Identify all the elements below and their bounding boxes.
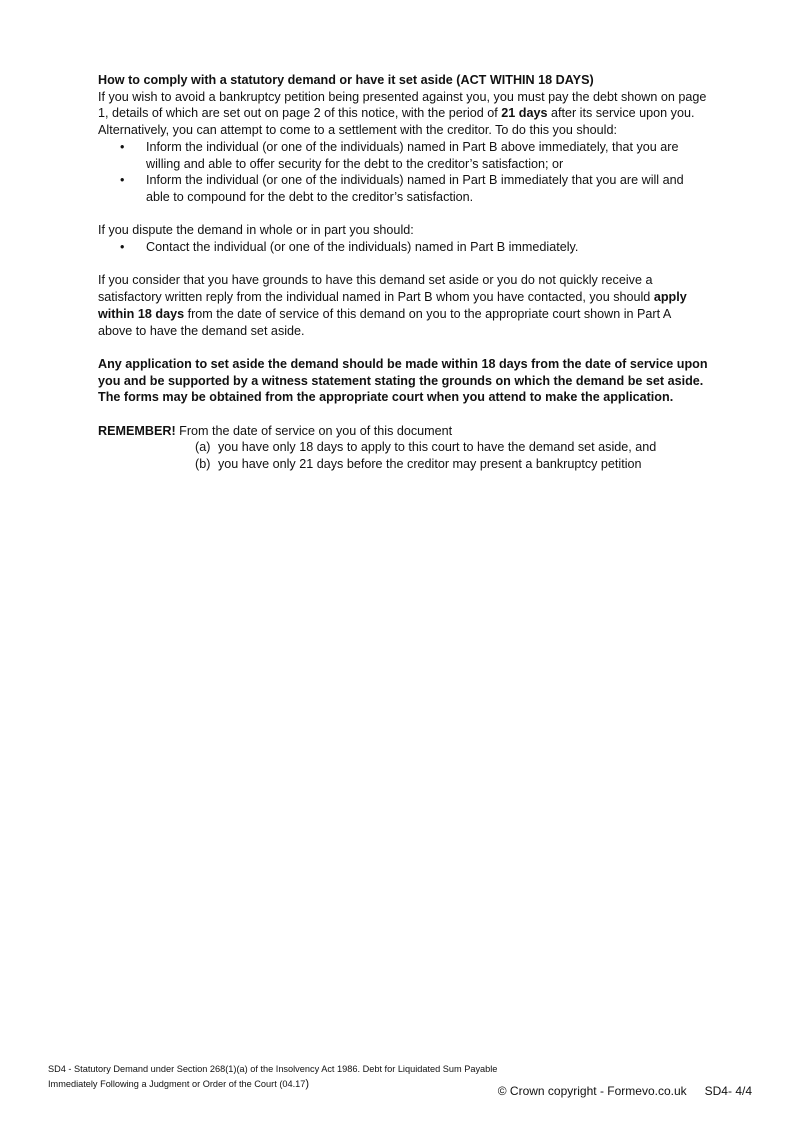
footer-line-1: SD4 - Statutory Demand under Section 268(1)(a) of the Insolvency Act 1986. Debt for Liquidated Sum Payable	[48, 1064, 498, 1074]
paragraph-payment-text-a: If you wish to avoid a bankruptcy petition being presented against you, you must pay the debt shown on page 1, details of which are set out on page 2 of this notice, with the period of	[98, 89, 707, 121]
bullet-icon: •	[120, 139, 125, 154]
bullet-icon: •	[120, 173, 125, 188]
spacer	[98, 339, 708, 356]
list-item	[98, 456, 708, 473]
footer-line-2	[48, 1077, 568, 1092]
list-item	[98, 439, 708, 456]
list-item-label: (b)	[195, 457, 211, 472]
section-title: How to comply with a statutory demand or have it set aside (ACT WITHIN 18 DAYS)	[98, 73, 594, 87]
list-item-text: you have only 21 days before the creditor may present a bankruptcy petition	[218, 457, 642, 472]
spacer	[98, 406, 708, 423]
paragraph-payment	[98, 89, 708, 139]
footer-form-reference	[48, 1062, 568, 1091]
spacer	[98, 206, 708, 223]
list-item-text: you have only 18 days to apply to this court to have the demand set aside, and	[218, 440, 657, 455]
document-body	[98, 72, 708, 473]
paragraph-payment-text-b: after its service upon you. Alternatively, you can attempt to come to a settlement with the creditor. To do this you should:	[98, 106, 695, 138]
footer-copyright-block	[498, 1084, 752, 1098]
footer-copyright: © Crown copyright - Formevo.co.uk	[497, 1084, 687, 1098]
footer-line-2-text: Immediately Following a Judgment or Order of the Court (04.17	[48, 1078, 306, 1089]
list-item	[98, 239, 708, 256]
remember-line	[98, 423, 708, 440]
paragraph-payment-emphasis: 21 days	[501, 106, 548, 121]
dispute-actions-list	[98, 239, 708, 256]
bullet-icon: •	[120, 240, 125, 255]
paragraph-set-aside-text-a: If you consider that you have grounds to have this demand set aside or you do not quickly receive a satisfactory written reply from the individual named in Part B whom you have contacted, you should	[98, 273, 654, 305]
list-item-text: Contact the individual (or one of the individuals) named in Part B immediately.	[146, 240, 579, 255]
settlement-options-list	[98, 139, 708, 206]
list-item	[98, 139, 708, 172]
spacer	[98, 256, 708, 273]
dispute-intro: If you dispute the demand in whole or in part you should:	[98, 223, 414, 238]
footer-line-2-close: )	[305, 1077, 310, 1090]
list-item-label: (a)	[195, 440, 211, 455]
page-number: SD4- 4/4	[704, 1084, 752, 1098]
remember-text: From the date of service on you of this document	[175, 423, 453, 438]
list-item-text: Inform the individual (or one of the individuals) named in Part B above immediately, that you are willing and able to offer security for the debt to the creditor’s satisfaction; or	[146, 139, 679, 171]
remember-list	[98, 439, 708, 472]
paragraph-set-aside-text-b: from the date of service of this demand on you to the appropriate court shown in Part A above to have the demand set aside.	[98, 306, 671, 338]
list-item-text: Inform the individual (or one of the individuals) named in Part B immediately that you are will and able to compound for the debt to the creditor’s satisfaction.	[146, 173, 684, 204]
paragraph-set-aside-emphasis: apply within 18 days	[98, 290, 687, 321]
remember-label: REMEMBER!	[98, 423, 176, 438]
paragraph-set-aside	[98, 272, 708, 339]
paragraph-application-warning: Any application to set aside the demand should be made within 18 days from the date of service upon you and be supported by a witness statement stating the grounds on which the demand be set aside. The forms may be obtained from the appropriate court when you attend to make the application.	[98, 356, 708, 405]
list-item	[98, 172, 708, 205]
